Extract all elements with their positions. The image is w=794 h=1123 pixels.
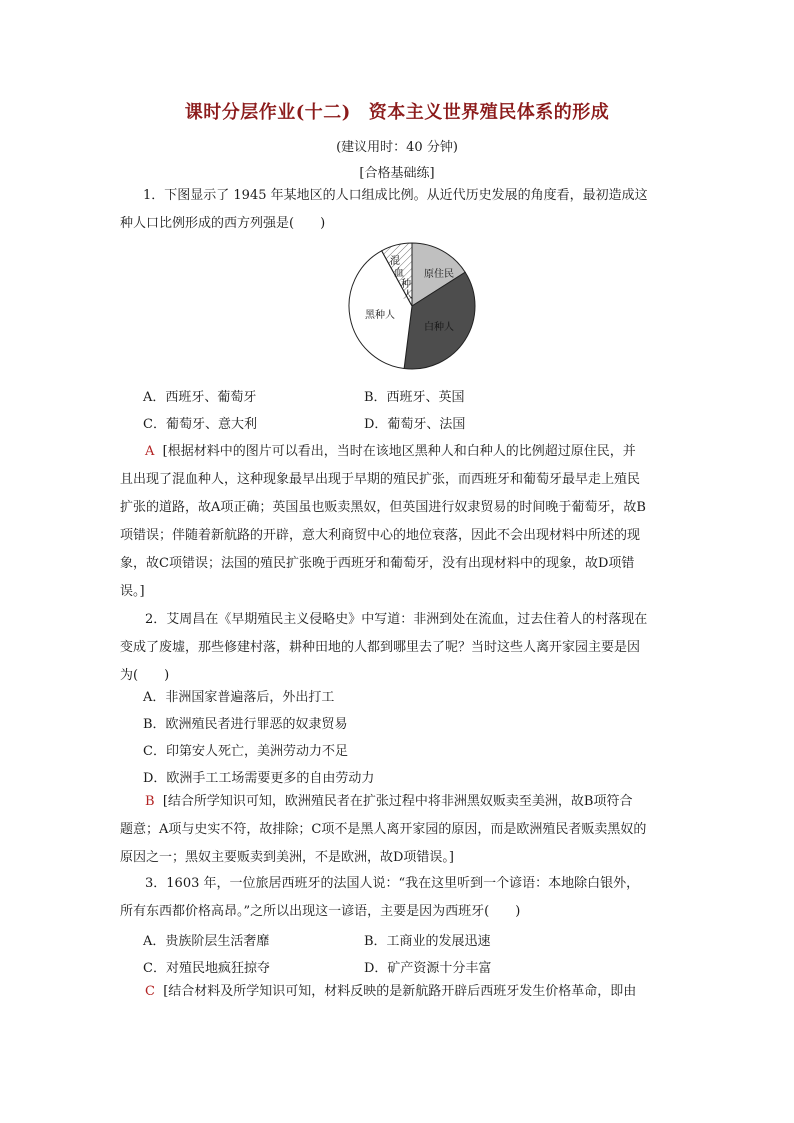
population-pie-chart (346, 242, 480, 372)
q2-analysis-line: B [结合所学知识可知，欧洲殖民者在扩张过程中将非洲黑奴贩卖至美洲，故B项符合 (145, 794, 633, 809)
q2-option-d: D．欧洲手工工场需要更多的自由劳动力 (143, 771, 375, 786)
q1-analysis-line: 象，故C项错误；法国的殖民扩张晚于西班牙和葡萄牙，没有出现材料中的现象，故D项错 (120, 556, 635, 571)
section-heading: [合格基础练] (359, 166, 435, 181)
q2-option-a: A．非洲国家普遍落后，外出打工 (143, 690, 335, 705)
q2-stem (120, 606, 660, 690)
q1-stem-line: 种人口比例形成的西方列强是( ) (120, 216, 326, 231)
q3-analysis-line: C [结合材料及所学知识可知，材料反映的是新航路开辟后西班牙发生价格革命，即由 (145, 984, 637, 999)
q1-stem (143, 182, 653, 210)
q1-option-b: B．西班牙、英国 (364, 390, 465, 405)
q2-stem-line: 为( ) (120, 668, 170, 683)
title-lesson: 课时分层作业(十二) (184, 102, 351, 123)
q1-analysis-line: A [根据材料中的图片可以看出，当时在该地区黑种人和白种人的比例超过原住民，并 (145, 444, 636, 459)
q2-answer: B (145, 794, 155, 809)
q1-option-a: A．西班牙、葡萄牙 (143, 390, 257, 405)
q2-analysis (120, 788, 660, 872)
q2-option-b: B．欧洲殖民者进行罪恶的奴隶贸易 (143, 717, 348, 732)
q2-analysis-line: 题意；A项与史实不符，故排除；C项不是黑人离开家园的原因，而是欧洲殖民者贩卖黑奴的 (120, 822, 647, 837)
title-topic: 资本主义世界殖民体系的形成 (368, 102, 610, 123)
q3-option-b: B．工商业的发展迅速 (364, 934, 491, 949)
q3-option-c: C．对殖民地疯狂掠夺 (143, 961, 270, 976)
suggested-time: (建议用时：40 分钟) (336, 140, 458, 155)
q1-analysis-line: 误。] (120, 584, 145, 599)
q3-analysis (120, 978, 660, 1006)
pie-label-mixed-3: 种 (401, 279, 411, 290)
q2-option-c: C．印第安人死亡，美洲劳动力不足 (143, 744, 348, 759)
pie-label-native: 原住民 (424, 269, 454, 280)
q1-analysis-line: 且出现了混血种人，这种现象最早出现于早期的殖民扩张，而西班牙和葡萄牙最早走上殖民 (120, 472, 641, 487)
q1-option-c: C．葡萄牙、意大利 (143, 417, 257, 432)
q1-option-d: D．葡萄牙、法国 (364, 417, 466, 432)
q1-analysis (120, 438, 660, 606)
q2-analysis-line: 原因之一；黑奴主要贩卖到美洲，不是欧洲，故D项错误。] (120, 850, 454, 865)
q3-stem-line: 所有东西都价格高昂。”之所以出现这一谚语，主要是因为西班牙( ) (120, 904, 521, 919)
q2-stem-line: 变成了废墟，那些修建村落，耕种田地的人都到哪里去了呢？当时这些人离开家园主要是因 (120, 640, 641, 655)
pie-label-white: 白种人 (424, 322, 454, 333)
q3-option-d: D．矿产资源十分丰富 (364, 961, 492, 976)
pie-label-mixed-2: 血 (394, 268, 404, 279)
q3-option-a: A．贵族阶层生活奢靡 (143, 934, 270, 949)
pie-label-mixed-1: 混 (390, 256, 400, 267)
q3-stem-line: 3．1603 年，一位旅居西班牙的法国人说：“我在这里听到一个谚语：本地除白银外， (145, 876, 640, 891)
q1-stem-cont (120, 210, 630, 238)
q1-analysis-line: 项错误；伴随着新航路的开辟，意大利商贸中心的地位衰落，因此不会出现材料中所述的现 (120, 528, 641, 543)
pie-label-mixed-4: 人 (403, 290, 413, 301)
q3-answer: C (145, 984, 155, 999)
q2-stem-line: 2．艾周昌在《早期殖民主义侵略史》中写道：非洲到处在流血，过去住着人的村落现在 (145, 612, 648, 627)
q1-stem-line: 1．下图显示了 1945 年某地区的人口组成比例。从近代历史发展的角度看，最初造成这 (143, 188, 648, 203)
q3-stem (120, 870, 660, 926)
pie-label-black: 黑种人 (365, 310, 395, 321)
page-title (0, 98, 794, 124)
q1-answer: A (145, 444, 155, 459)
q1-analysis-line: 扩张的道路，故A项正确；英国虽也贩卖黑奴，但英国进行奴隶贸易的时间晚于葡萄牙，故B (120, 500, 646, 515)
